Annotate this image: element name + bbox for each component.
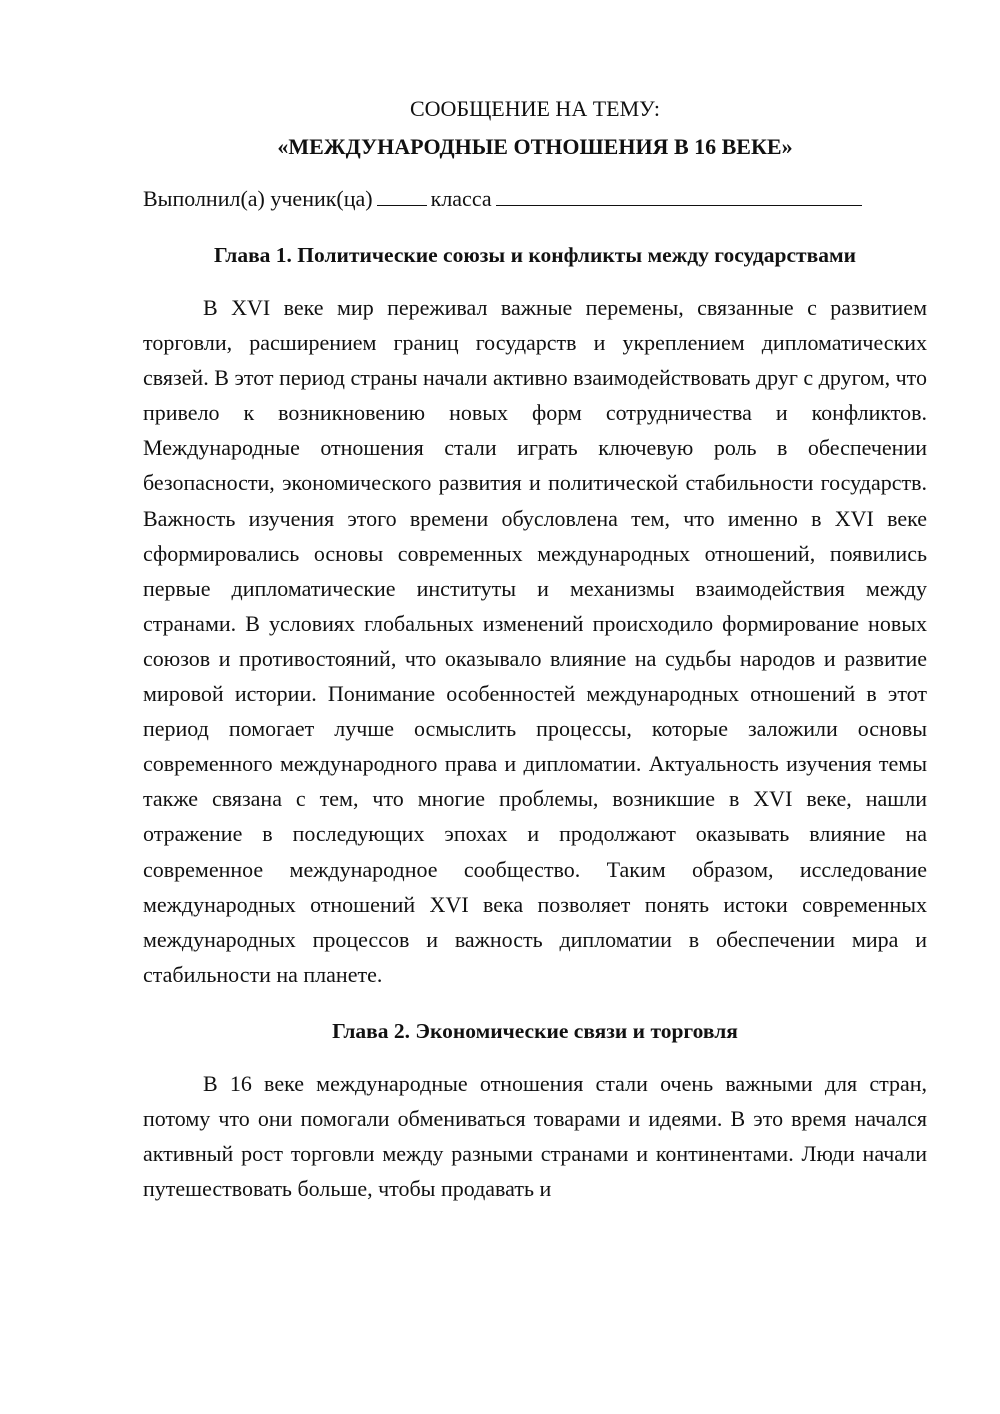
author-class-label: класса [430, 186, 492, 211]
title-line-1: СООБЩЕНИЕ НА ТЕМУ: [410, 96, 660, 121]
student-name-blank [496, 183, 862, 206]
document-title: «МЕЖДУНАРОДНЫЕ ОТНОШЕНИЯ В 16 ВЕКЕ» [277, 134, 793, 159]
chapter-2-paragraph: В 16 веке международные отношения стали очень важными для стран, потому что они помогали обмениваться товарами и идеями. В это время начался активный рост торговли между разными странами и континентами. Люди начали путешествовать больше, чтобы продавать и [143, 1070, 927, 1202]
author-prefix: Выполнил(а) ученик(ца) [143, 186, 373, 211]
document-page [143, 92, 927, 1206]
chapter-2-heading: Глава 2. Экономические связи и торговля [332, 1018, 738, 1043]
author-line [143, 182, 927, 216]
chapter-1-heading: Глава 1. Политические союзы и конфликты между государствами [214, 243, 856, 267]
chapter-1-paragraph: В XVI веке мир переживал важные перемены, связанные с развитием торговли, расширением границ государств и укреплением дипломатических связей. В этот период страны начали активно взаимодействовать друг с другом, что привело к возникновению новых форм сотрудничества и конфликтов. Международные отношения стали играть ключевую роль в обеспечении безопасности, экономического развития и политической стабильности государств. Важность изучения этого времени обусловлена тем, что именно в XVI веке сформировались основы современных международных отношений, появились первые дипломатические институты и механизмы взаимодействия между странами. В условиях глобальных изменений происходило формирование новых союзов и противостояний, что оказывало влияние на судьбы народов и развитие мировой истории. Понимание особенностей международных отношений в этот период помогает лучше осмыслить процессы, которые заложили основы современного международного права и дипломатии. Актуальность изучения темы также связана с тем, что многие проблемы, возникшие в XVI веке, нашли отражение в последующих эпохах и продолжают оказывать влияние на современное международное сообщество. Таким образом, исследование международных отношений XVI века позволяет понять истоки современных международных процессов и важность дипломатии в обеспечении мира и стабильности на планете. [143, 295, 927, 987]
class-number-blank [377, 183, 427, 206]
